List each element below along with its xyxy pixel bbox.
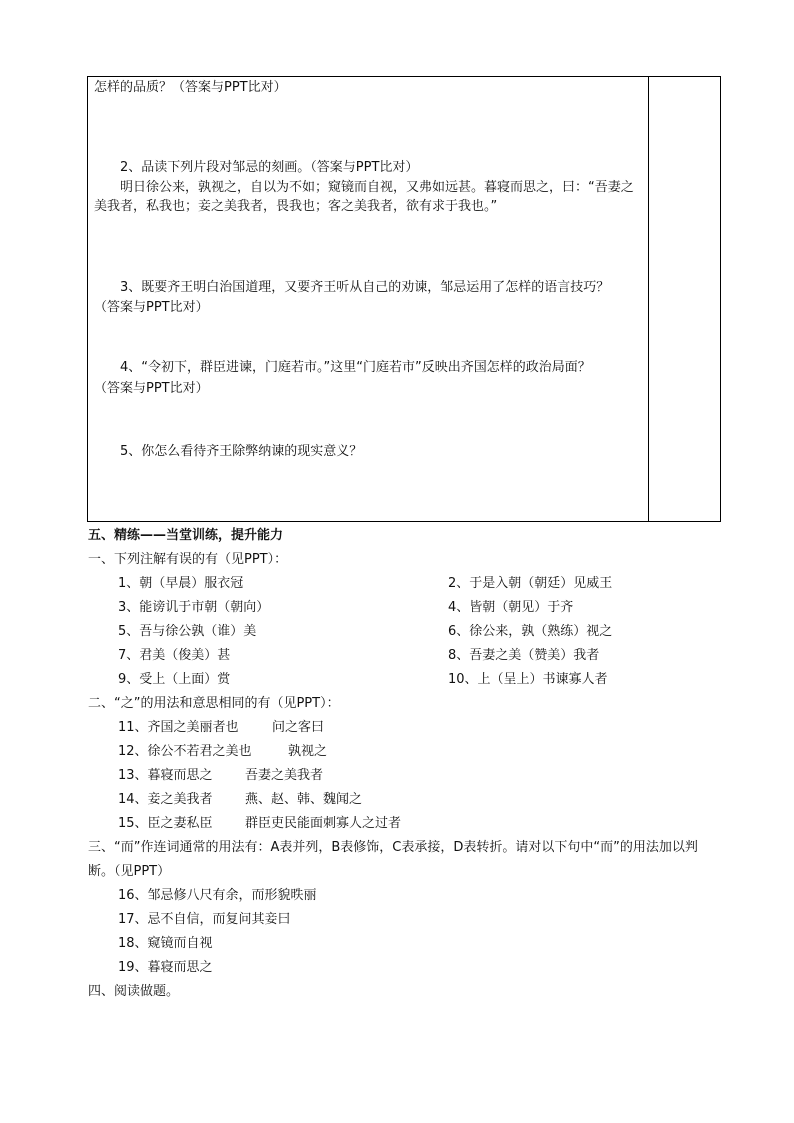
list-item: 3、能谤讥于市朝（朝向） (118, 600, 270, 615)
list-item: 12、徐公不若君之美也 (118, 744, 252, 759)
list-item-pair: 问之客曰 (272, 720, 325, 735)
list-item: 19、暮寝而思之 (118, 960, 213, 975)
q3-prompt-cont: （答案与PPT比对） (94, 300, 209, 315)
list-item: 18、窥镜而自视 (118, 936, 213, 951)
q4-prompt: 4、“令初下，群臣进谏，门庭若市。”这里“门庭若市”反映出齐国怎样的政治局面？ (120, 360, 591, 375)
q5-prompt: 5、你怎么看待齐王除弊纳谏的现实意义？ (120, 444, 363, 459)
list-item-pair: 孰视之 (288, 744, 328, 759)
list-item: 11、齐国之美丽者也 (118, 720, 239, 735)
list-item: 9、受上（上面）赏 (118, 672, 231, 687)
list-item: 10、上（呈上）书谏寡人者 (448, 672, 608, 687)
table-column-divider (648, 77, 649, 521)
part1-title: 一、下列注解有误的有（见PPT）： (88, 552, 288, 567)
list-item: 5、吾与徐公孰（谁）美 (118, 624, 257, 639)
list-item: 16、邹忌修八尺有余，而形貌昳丽 (118, 888, 317, 903)
list-item: 8、吾妻之美（赞美）我者 (448, 648, 600, 663)
list-item: 15、臣之妻私臣 (118, 816, 213, 831)
list-item-pair: 燕、赵、韩、魏闻之 (245, 792, 363, 807)
list-item: 17、忌不自信，而复问其妾曰 (118, 912, 291, 927)
list-item-pair: 群臣吏民能面刺寡人之过者 (245, 816, 402, 831)
q2-prompt: 2、品读下列片段对邹忌的刻画。（答案与PPT比对） (120, 160, 419, 175)
part3-title: 三、“而”作连词通常的用法有：A表并列，B表修饰，C表承接，D表转折。请对以下句中“而”的用法加以判断。（见PPT） (88, 840, 698, 879)
list-item: 2、于是入朝（朝廷）见威王 (448, 576, 613, 591)
q2-passage: 明日徐公来，孰视之，自以为不如；窥镜而自视，又弗如远甚。暮寝而思之，曰：“吾妻之美我者，私我也；妾之美我者，畏我也；客之美我者，欲有求于我也。” (94, 180, 634, 214)
list-item: 6、徐公来，孰（熟练）视之 (448, 624, 613, 639)
part2-title: 二、“之”的用法和意思相同的有（见PPT）： (88, 696, 340, 711)
list-item: 1、朝（早晨）服衣冠 (118, 576, 244, 591)
list-item-pair: 吾妻之美我者 (245, 768, 324, 783)
list-item: 14、妾之美我者 (118, 792, 213, 807)
question-table (87, 76, 721, 522)
q1-continuation: 怎样的品质？（答案与PPT比对） (94, 80, 287, 95)
list-item: 4、皆朝（朝见）于齐 (448, 600, 574, 615)
section-heading: 五、精练——当堂训练，提升能力 (88, 528, 284, 543)
q3-prompt: 3、既要齐王明白治国道理，又要齐王听从自己的劝谏，邹忌运用了怎样的语言技巧？ (120, 280, 610, 295)
list-item: 13、暮寝而思之 (118, 768, 213, 783)
list-item: 7、君美（俊美）甚 (118, 648, 231, 663)
q4-prompt-cont: （答案与PPT比对） (94, 381, 209, 396)
part4-title: 四、阅读做题。 (88, 984, 180, 999)
